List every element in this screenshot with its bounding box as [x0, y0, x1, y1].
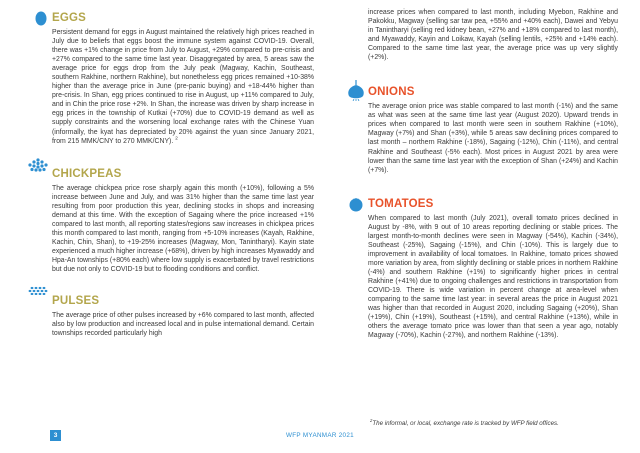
chickpea-icon [26, 158, 50, 172]
egg-icon [34, 10, 48, 26]
tomatoes-heading: TOMATOES [368, 197, 434, 210]
chickpeas-section [52, 164, 314, 274]
pulses-section [52, 291, 314, 338]
eggs-text [52, 28, 314, 146]
pulses-text: The average price of other pulses increased by +6% compared to last month, affected also by low production and increased local and in pulse international demand. Certain townships recorded particularly high [52, 312, 314, 338]
tomatoes-section [368, 194, 618, 341]
eggs-section [52, 8, 314, 146]
pulse-icon [26, 285, 50, 295]
onions-heading: ONIONS [368, 86, 415, 99]
page-number: 3 [50, 430, 61, 441]
tomato-icon [348, 196, 364, 212]
eggs-heading: EGGS [52, 12, 87, 24]
pulses-heading: PULSES [52, 295, 100, 308]
footnote-ref: 2 [175, 135, 178, 141]
onion-icon [346, 79, 366, 101]
chickpeas-text: The average chickpea price rose sharply again this month (+10%), following a 5% increase between June and July, and was 31% higher than the same time last year resulting from poor production this year, declining stocks in shops and increasing demand at this time. With the exception of Sagaing where the price increased +1% compared to last month, all reporting states/regions saw increases in chickpea prices this month compared to last month, ranging from +5-10% increases (Kayah, Rakhine, Kachin, Chin, Shan), to +19-25% increases (Magway, Mon, Tanintharyi). Kayin state experienced a much higher increase (+68%), driven by high increases Myawaddy and Hpa-An townships (+80% each) where low supply is exacerbated by travel restrictions but due not only to COVID-19 but to flooding conditions and conflict. [52, 184, 314, 274]
pulses-continued-text: increase prices when compared to last month, including Myebon, Rakhine and Pakokku, Magway (selling sar taw pea, +55% and +40% each), Dawei and Yebyu in Tanintharyi (selling red kidney bean, +27% and +18% compared to last month), and Myawaddy, Kayin and Loikaw, Kayah (selling lentils, +25% and +14% each). Compared to the same time last year, the average price was up very slightly (+2%). [368, 9, 618, 62]
right-column [368, 8, 618, 340]
left-column [52, 8, 314, 338]
onions-section [368, 82, 618, 174]
chickpeas-heading: CHICKPEAS [52, 167, 122, 180]
tomatoes-text: When compared to last month (July 2021), overall tomato prices declined in August by -8%, with 9 out of 10 areas reporting declining or stable prices. The largest month-to-month declines were seen in Magway (-54%), Kachin (-34%), Southeast (-25%), Sagaing (-15%), and Chin (-10%). This is largely due to improvement in availability of local tomatoes. In Rakhine, tomato prices showed more variation by area, from slightly declining or stable prices in northern Rakhine (-4%) and southern Rakhine (+1%) to significantly higher prices in central Rakhine (+41%) due to ongoing challenges and restrictions in transportation from COVID-19. There is wide variation in percent change at area-level when comparing to the same time last year: in several areas the price in August 2021 was higher than that recorded in August 2020, including Sagaing (+20%), Shan (+19%), Chin (+19%), Southeast (+15%), and central Rakhine (+13%), while in others the average tomato price was lower than that seen a year ago, notably Magway (-70%), Kachin (-27%), and northern Rakhine (-13%). [368, 214, 618, 340]
eggs-body: Persistent demand for eggs in August maintained the relatively high prices reached in July due to beliefs that eggs boost the immune system against COVID-19. Overall, there was +1% change in price from July to August, +29% compared to pre-crisis and +27% compared to the same time last year. Disaggregated by area, 5 areas saw the average price for eggs drop from the July peak (Magway, Kachin, Southeast, southern Rakhine, northern Rakhine), but nonetheless egg prices remained +10-38% higher than the average price in June (pre-panic buying) and +18-44% higher than pre-crisis. In Shan, egg prices continued to rise in August, up +11% compared to July, and in Chin the price rose +2%. In Shan, the increase was driven by sharp increase in egg prices in the township of Kutkai (+70%) due to COVID-19 demand as well as supply constraints and the worsening local exchange rates with the Chinese Yuan (informally, the kyat has depreciated by 20% against the yuan since January 2021, from 215 MMK/CNY to 270 MMK/CNY). [52, 29, 314, 145]
footnote-marker: 2 [370, 418, 373, 423]
footnote-text: The informal, or local, exchange rate is tracked by WFP field offices. [372, 420, 559, 428]
onions-text: The average onion price was stable compared to last month (-1%) and the same as what was seen at the same time last year (August 2020). Upward trends in prices when compared to last month were seen in southern Rakhine (+10%), Magway (+7%) and Shan (+3%), while 5 areas saw declining prices compared to last month – northern Rakhine (-18%), Sagaing (-12%), Chin (-11%), and central Rakhine and Southeast (-5% each). Most prices in August 2021 by area were lower than the same time last year with the exception of Shan (+24%) and Kachin (+7%). [368, 103, 618, 174]
footnote [370, 418, 620, 427]
footer-title: WFP MYANMAR 2021 [286, 432, 354, 439]
